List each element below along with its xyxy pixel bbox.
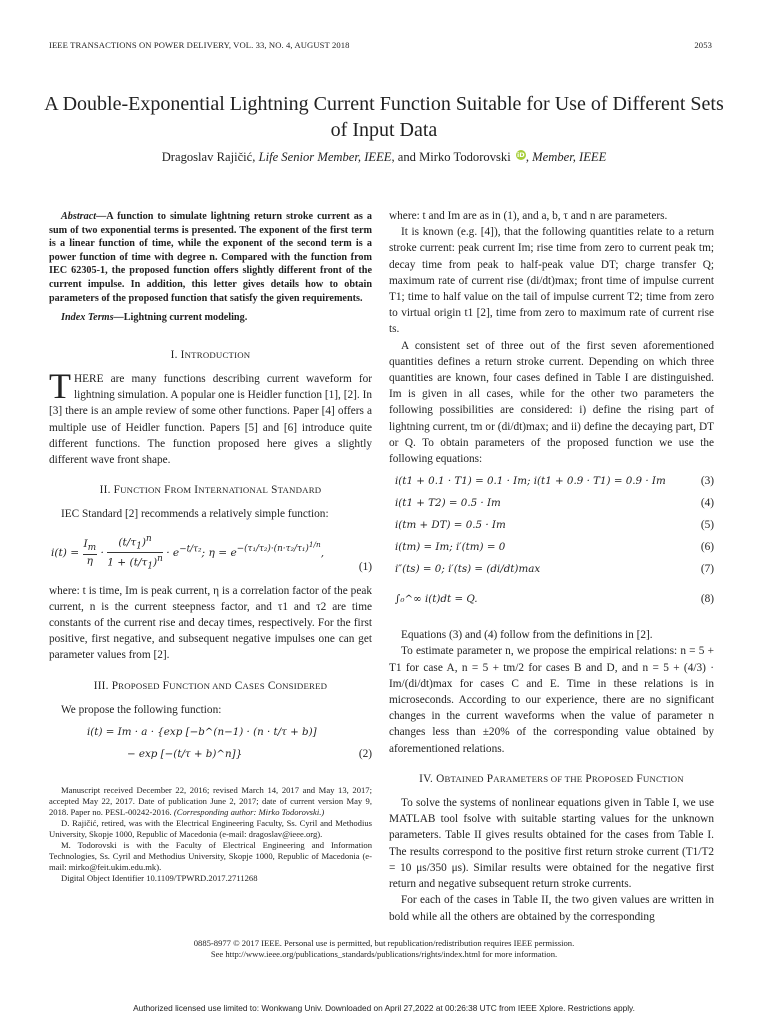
index-terms-label: Index Terms—	[61, 312, 124, 324]
author-1-role: Life Senior Member, IEEE	[258, 150, 392, 164]
equation-2-number: (2)	[358, 748, 372, 760]
s3-paragraph-1: We propose the following function:	[61, 703, 222, 716]
footnote	[49, 785, 372, 884]
footnote-doi: Digital Object Identifier 10.1109/TPWRD.2017.2711268	[61, 873, 258, 883]
right-paragraph-1: It is known (e.g. [4]), that the following quantities relate to a return stroke current: peak current Im; rise time from zero to current peak tm; decay time from peak to half-peak value DT; charge transfer Q; maximum rate of current rise (di/dt)max; front time of impulse current T1; time to half value on the tail of impulse current T2; time from zero to virtual origin t1 [2], time from zero to maximum rate of current rise ts.	[389, 226, 714, 336]
section-heading-4: IV. OBTAINED PARAMETERS OF THE PROPOSED FUNCTION	[419, 772, 684, 785]
right-paragraph-3: Equations (3) and (4) follow from the definitions in [2].	[401, 629, 653, 642]
copyright-line-2: See http://www.ieee.org/publications_standards/publications/rights/index.html for more information.	[210, 949, 558, 959]
equation-5: i(tm + DT) = 0.5 · Im	[395, 519, 506, 532]
intro-paragraph	[49, 365, 372, 468]
license-notice: Authorized licensed use limited to: Wonkwang Univ. Downloaded on April 27,2022 at 00:26:38 UTC from IEEE Xplore. Restrictions apply.	[133, 1003, 635, 1013]
journal-header: IEEE TRANSACTIONS ON POWER DELIVERY, VOL. 33, NO. 4, AUGUST 2018	[49, 40, 350, 50]
abstract-text: A function to simulate lightning return stroke current as a sum of two exponential terms is presented. The exponent of the first term is a linear function of time, while the exponent of the second term is a power function of time with degree n. Compared with the function from IEC 62305-1, the proposed function offers slightly different front of the current impulse. In addition, this letter gives details how to obtain parameters of the proposed function that satisfy the given requirements.	[49, 211, 372, 304]
dropcap: T	[49, 365, 71, 406]
s2-paragraph-2: where: t is time, Im is peak current, η is a correlation factor of the peak current, n is the current steepness factor, and τ1 and τ2 are time constants of the current rise and decay times, respectively. For the first positive, first negative, and subsequent negative impulses one can get parameter values from [2].	[49, 584, 372, 662]
equation-6-number: (6)	[700, 541, 714, 554]
equation-1-body: i(t) = $\frac{I_m}{\eta}$ · $\frac{(t/\tau_1)^n}{1 + (t/\tau_1)^n}$ · $e^{-t/\tau_2}$; $\eta = e^{-(\tau_1/\tau_2)\cdot(n\cdot\tau_2/\tau_1)^{1/n}}$,	[51, 533, 325, 572]
index-terms-text: Lightning current modeling.	[123, 312, 248, 324]
equation-3-number: (3)	[700, 475, 714, 488]
copyright-notice	[0, 938, 768, 960]
footnote-manuscript: Manuscript received December 22, 2016; revised March 14, 2017 and May 13, 2017; accepted May 22, 2017. Date of publication June 2, 2017; date of current version May 9, 2018. Paper no. PESL-00242-2016. (Corresponding author: Mirko Todorovski.)	[49, 785, 372, 817]
right-paragraph-2: A consistent set of three out of the first seven aforementioned quantities defines a return stroke current. Depending on which three quantities are known, four cases defined in Table I are distinguished. Im is given in all cases, while for the other two parameters the following possibilities are considered: i) define the rising part of lightning current, tm or (di/dt)max; and ii) define the decaying part, DT or Q. To obtain parameters of the proposed function we use the following equations:	[389, 339, 714, 466]
abstract	[49, 210, 372, 305]
section-heading-2: II. FUNCTION FROM INTERNATIONAL STANDARD	[99, 484, 322, 497]
equation-7: i″(ts) = 0; i′(ts) = (di/dt)max	[395, 563, 541, 576]
equation-2-line-1: i(t) = Im · a · {exp [−b^(n−1) · (n · t/τ + b)]	[87, 726, 317, 738]
equations-3-8	[389, 473, 714, 621]
equation-8-number: (8)	[700, 593, 714, 606]
author-line: Dragoslav Rajičić, Life Senior Member, IEEE, and Mirko Todorovski iD, Member, IEEE	[161, 150, 607, 164]
equation-2-line-2: − exp [−(t/τ + b)^n]}	[127, 748, 243, 760]
author-2-name: Mirko Todorovski	[419, 150, 511, 164]
right-paragraph-0: where: t and Im are as in (1), and a, b, τ and n are parameters.	[389, 210, 668, 222]
s2-paragraph-1: IEC Standard [2] recommends a relatively simple function:	[61, 508, 329, 521]
intro-text: HERE are many functions describing current waveform for lightning simulation. A popular one is Heidler function [1], [2]. In [3] there is an ample review of some other functions. Paper [4] offers a multiple use of Heidler function. Papers [5] and [6] introduce quite different functions. The function proposed here gives a slightly different wave front shape.	[49, 372, 372, 466]
footnote-author-1: D. Rajičić, retired, was with the Electrical Engineering Faculty, Ss. Cyril and Methodius University, Skopje 1000, Republic of Macedonia (e-mail: dragoslav@ieee.org).	[49, 818, 372, 839]
equation-3: i(t1 + 0.1 · T1) = 0.1 · Im; i(t1 + 0.9 · T1) = 0.9 · Im	[395, 475, 666, 488]
author-1-name: Dragoslav Rajičić	[161, 150, 253, 164]
equation-6: i(tm) = Im; i′(tm) = 0	[395, 541, 506, 554]
copyright-line-1: 0885-8977 © 2017 IEEE. Personal use is permitted, but republication/redistribution requires IEEE permission.	[193, 938, 575, 948]
equation-8: ∫₀^∞ i(t)dt = Q.	[395, 593, 478, 606]
index-terms	[49, 311, 372, 325]
right-paragraph-4: To estimate parameter n, we propose the empirical relations: n = 5 + T1 for case A, n = 5 + tm/2 for cases B and D, and n = 5 + (4/3) · Im/(di/dt)max for cases C and E. Time in these relations is in microseconds. According to our experience, there are no significant changes in the current waveforms when the value of parameter n changes less than ±20% of the corresponding value obtained by aforementioned relations.	[389, 645, 714, 755]
right-paragraph-5: To solve the systems of nonlinear equations given in Table I, we use MATLAB tool fsolve with suitable starting values for the unknown parameters. Table II gives results obtained for the cases from Table I. The results correspond to the positive first return stroke current (T1/T2 = 10 μs/350 μs). Similar results were obtained for the negative first return and negative subsequent return stroke currents.	[389, 797, 714, 891]
section-heading-3: III. PROPOSED FUNCTION AND CASES CONSIDERED	[93, 679, 328, 692]
footnote-author-2: M. Todorovski is with the Faculty of Electrical Engineering and Information Technologies, Ss. Cyril and Methodius University, Skopje 1000, Republic of Macedonia (e-mail: mirko@feit.ukim.edu.mk).	[49, 840, 372, 872]
left-column	[49, 210, 372, 768]
paper-title: A Double-Exponential Lightning Current Function Suitable for Use of Different Sets of Input Data	[44, 93, 724, 141]
right-column	[389, 208, 714, 925]
right-paragraph-6: For each of the cases in Table II, the two given values are written in bold while all the others are obtained by the corresponding	[389, 894, 714, 923]
equation-4-number: (4)	[700, 497, 714, 510]
abstract-label: Abstract—	[61, 211, 107, 222]
section-title-1: INTRODUCTION	[180, 348, 251, 361]
section-heading-1: I. INTRODUCTION	[170, 348, 251, 361]
equation-7-number: (7)	[700, 563, 714, 576]
orcid-icon[interactable]: iD	[517, 151, 525, 159]
equation-1	[49, 527, 372, 583]
page-number: 2053	[694, 40, 712, 50]
equation-1-number: (1)	[358, 560, 372, 573]
equation-4: i(t1 + T2) = 0.5 · Im	[395, 497, 501, 510]
equation-5-number: (5)	[700, 519, 714, 532]
author-separator: , and	[391, 150, 420, 164]
equation-2	[49, 722, 372, 768]
author-2-role: Member, IEEE	[532, 150, 607, 164]
